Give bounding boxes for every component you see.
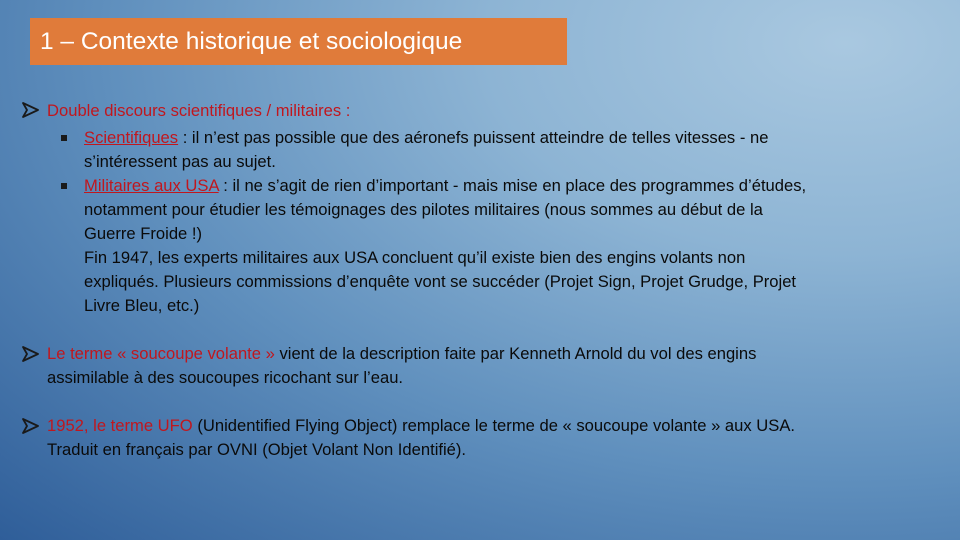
section3-red: 1952, le terme UFO	[47, 416, 193, 435]
slide-title: 1 – Contexte historique et sociologique	[40, 28, 463, 55]
sub2-line2: notamment pour étudier les témoignages des pilotes militaires (nous sommes au début de la	[84, 200, 763, 219]
section1-heading: Double discours scientifiques / militaires :	[47, 101, 351, 120]
sub2-line6: Livre Bleu, etc.)	[84, 296, 200, 315]
arrow-check-icon	[22, 345, 40, 363]
sub2-text1: : il ne s’agit de rien d’important - mais mise en place des programmes d’études,	[218, 176, 807, 195]
sub2-line5: expliqués. Plusieurs commissions d’enquête vont se succéder (Projet Sign, Projet Grudge, Projet	[84, 272, 797, 291]
section3-text1: (Unidentified Flying Object) remplace le terme de « soucoupe volante » aux USA.	[192, 416, 796, 435]
sub2-line4: Fin 1947, les experts militaires aux USA concluent qu’il existe bien des engins volants non	[84, 248, 746, 267]
arrow-check-icon	[22, 101, 40, 119]
sub2-line3: Guerre Froide !)	[84, 224, 203, 243]
sub1-line1	[84, 126, 768, 150]
section2-text1: vient de la description faite par Kenneth Arnold du vol des engins	[274, 344, 757, 363]
section3-line2: Traduit en français par OVNI (Objet Volant Non Identifié).	[47, 440, 467, 459]
square-bullet-icon	[61, 183, 67, 189]
sub1-label: Scientifiques	[84, 128, 179, 147]
square-bullet-icon	[61, 135, 67, 141]
section2-line1	[47, 342, 756, 366]
sub1-line2: s’intéressent pas au sujet.	[84, 152, 276, 171]
sub1-text1: : il n’est pas possible que des aéronefs puissent atteindre de telles vitesses - ne	[178, 128, 769, 147]
section2-line2: assimilable à des soucoupes ricochant sur l’eau.	[47, 368, 404, 387]
sub2-line1	[84, 174, 806, 198]
sub2-label: Militaires aux USA	[84, 176, 219, 195]
section2-red: Le terme « soucoupe volante »	[47, 344, 275, 363]
arrow-check-icon	[22, 417, 40, 435]
section3-line1	[47, 414, 795, 438]
